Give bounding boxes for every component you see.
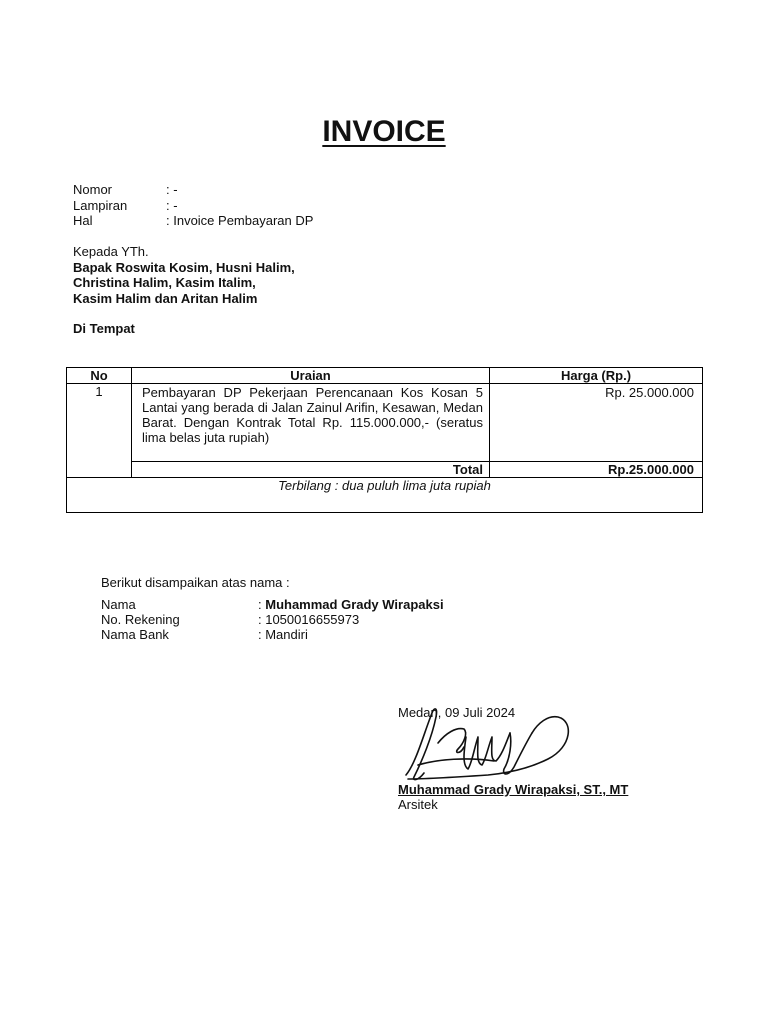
invoice-table	[66, 367, 703, 513]
payment-colon: :	[258, 597, 266, 612]
meta-label: Lampiran	[73, 198, 128, 213]
cell-price	[490, 384, 703, 462]
terbilang-row	[67, 478, 703, 513]
total-row	[67, 462, 703, 478]
payment-intro: Berikut disampaikan atas nama :	[101, 575, 290, 590]
column-header-uraian: Uraian	[132, 368, 490, 384]
signature-place-date: Medan, 09 Juli 2024	[398, 705, 516, 720]
payment-value: : 1050016655973	[258, 612, 360, 627]
price-text: Rp. 25.000.000	[605, 385, 694, 400]
meta-value: : -	[166, 198, 178, 213]
meta-label: Hal	[73, 213, 93, 228]
cell-description	[132, 384, 490, 462]
signatory-role: Arsitek	[398, 797, 438, 812]
meta-value: : Invoice Pembayaran DP	[166, 213, 314, 228]
salutation: Kepada YTh.	[73, 244, 149, 259]
total-label: Total	[132, 462, 490, 478]
column-header-harga: Harga (Rp.)	[490, 368, 703, 384]
signatory-name: Muhammad Grady Wirapaksi, ST., MT	[398, 782, 629, 797]
payment-label: Nama	[101, 597, 136, 612]
payment-value	[258, 597, 444, 612]
terbilang-text: Terbilang : dua puluh lima juta rupiah	[67, 478, 703, 513]
invoice-title: INVOICE	[322, 115, 446, 148]
recipient-name-line: Christina Halim, Kasim Italim,	[73, 275, 256, 290]
recipient-name-line: Bapak Roswita Kosim, Husni Halim,	[73, 260, 295, 275]
table-header-row	[67, 368, 703, 384]
total-value: Rp.25.000.000	[490, 462, 703, 478]
recipient-name-line: Kasim Halim dan Aritan Halim	[73, 291, 258, 306]
payment-value: : Mandiri	[258, 627, 308, 642]
meta-value: : -	[166, 182, 178, 197]
payment-label: No. Rekening	[101, 612, 180, 627]
payee-name: Muhammad Grady Wirapaksi	[265, 597, 444, 612]
description-text: Pembayaran DP Pekerjaan Perencanaan Kos Kosan 5 Lantai yang berada di Jalan Zainul Arifin, Kesawan, Medan Barat. Dengan Kontrak Total Rp. 115.000.000,- (seratus lima belas juta rupiah)	[142, 385, 483, 445]
payment-label: Nama Bank	[101, 627, 169, 642]
table-row	[67, 384, 703, 462]
meta-label: Nomor	[73, 182, 113, 197]
recipient-place: Di Tempat	[73, 321, 135, 336]
cell-no: 1	[67, 384, 132, 478]
column-header-no: No	[67, 368, 132, 384]
